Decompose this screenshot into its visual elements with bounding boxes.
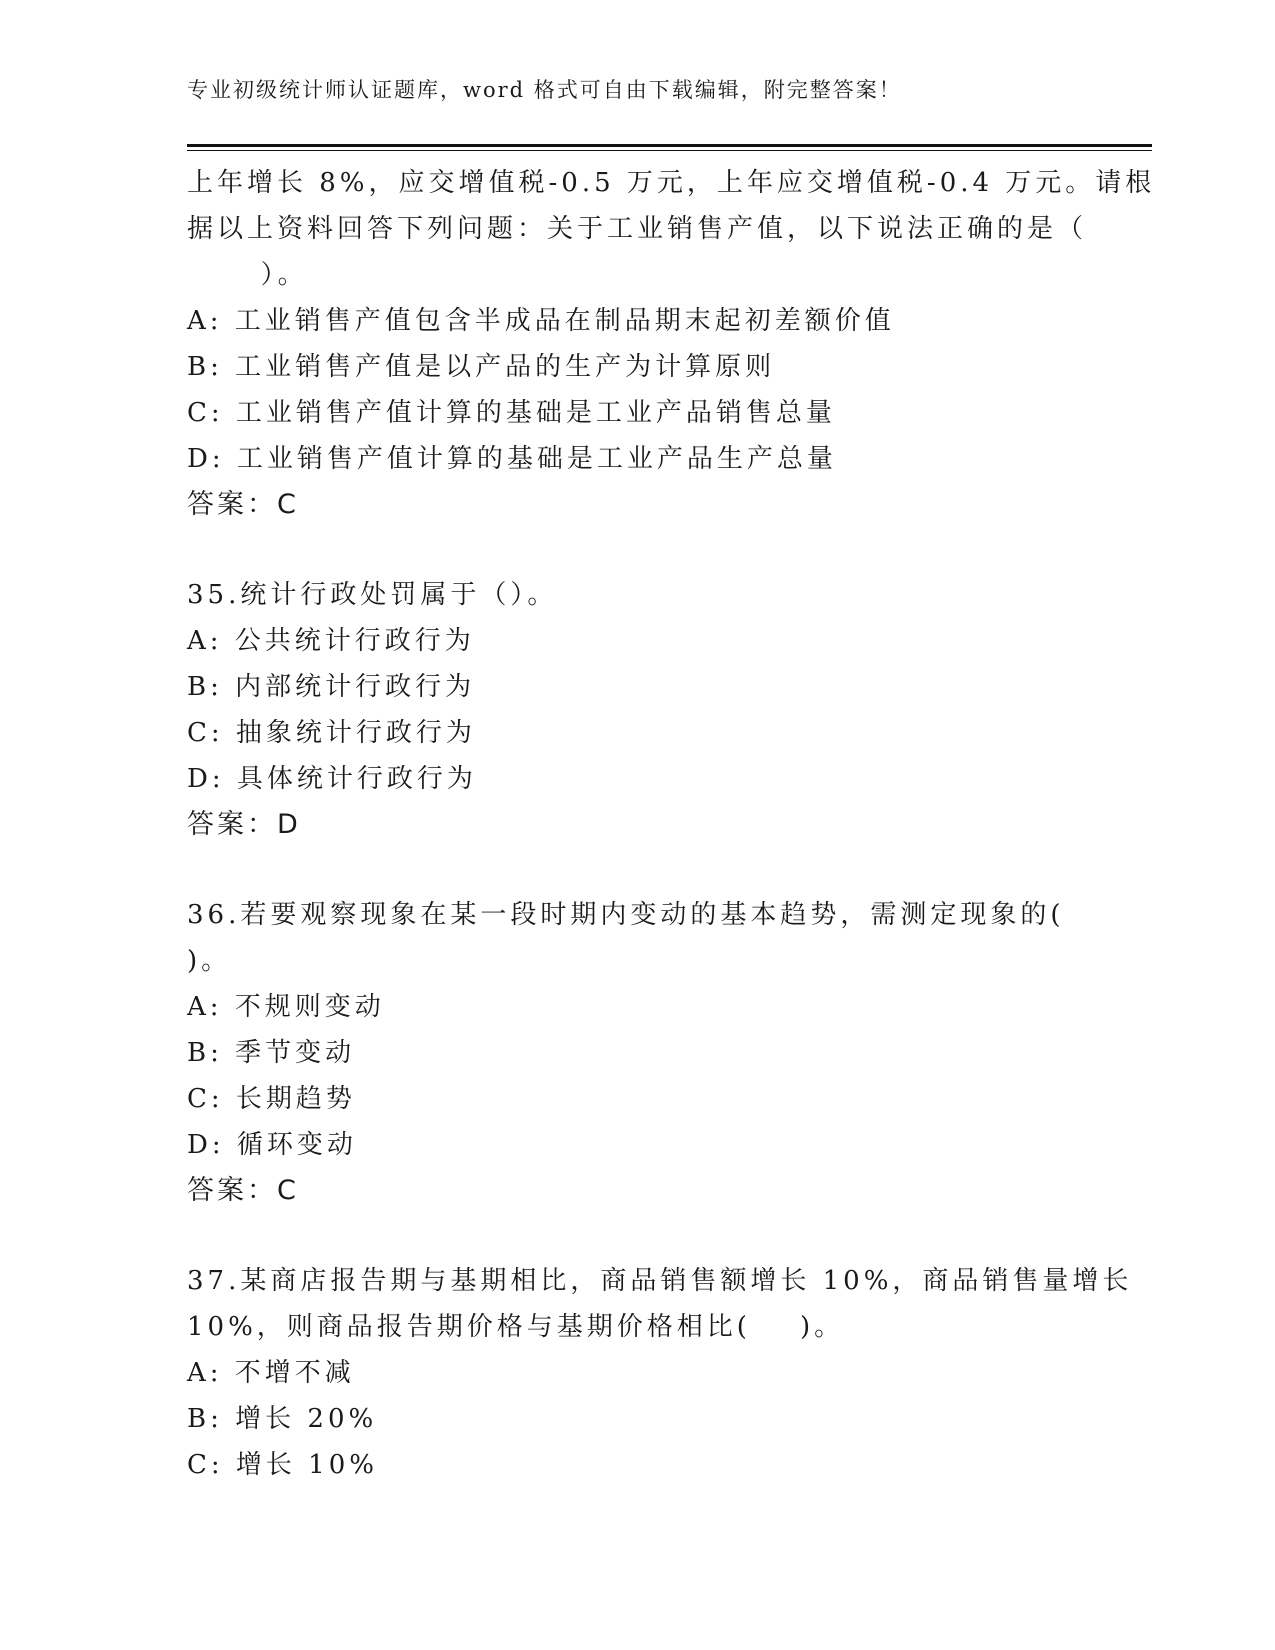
option-d: D: 具体统计行政行为 — [187, 764, 477, 794]
question-stem-line: 据以上资料回答下列问题：关于工业销售产值，以下说法正确的是（ — [187, 214, 1088, 244]
answer-label: 答案：D — [187, 809, 301, 840]
option-b: B: 内部统计行政行为 — [187, 672, 476, 702]
option-a: A: 不增不减 — [187, 1358, 355, 1388]
option-d: D: 循环变动 — [187, 1130, 357, 1160]
answer-label: 答案：C — [187, 1175, 299, 1206]
question-stem-line: 35.统计行政处罚属于（）。 — [187, 580, 558, 610]
question-stem-line: 36.若要观察现象在某一段时期内变动的基本趋势，需测定现象的( — [187, 900, 1065, 930]
question-stem-line: )。 — [187, 946, 232, 976]
question-35 — [187, 572, 1107, 848]
answer-label: 答案：C — [187, 489, 299, 520]
header-rule-thin — [187, 150, 1152, 151]
option-b: B: 工业销售产值是以产品的生产为计算原则 — [187, 352, 776, 382]
option-a: A: 公共统计行政行为 — [187, 626, 475, 656]
question-stem-line: 上年增长 8%，应交增值税-0.5 万元，上年应交增值税-0.4 万元。请根 — [187, 168, 1156, 198]
option-c: C: 抽象统计行政行为 — [187, 718, 476, 748]
option-c: C: 增长 10% — [187, 1450, 378, 1480]
option-a: A: 不规则变动 — [187, 992, 385, 1022]
question-stem-line: 37.某商店报告期与基期相比，商品销售额增长 10%，商品销售量增长 — [187, 1266, 1133, 1296]
question-36 — [187, 892, 1107, 1214]
question-34 — [187, 160, 1156, 528]
page-header: 专业初级统计师认证题库，word 格式可自由下载编辑，附完整答案！ — [187, 78, 902, 102]
option-b: B: 季节变动 — [187, 1038, 356, 1068]
header-rule-thick — [187, 144, 1152, 147]
document-body — [187, 160, 1156, 1488]
option-c: C: 长期趋势 — [187, 1084, 356, 1114]
question-stem-line: ）。 — [187, 260, 308, 290]
option-c: C: 工业销售产值计算的基础是工业产品销售总量 — [187, 398, 836, 428]
option-b: B: 增长 20% — [187, 1404, 378, 1434]
question-37 — [187, 1258, 1133, 1488]
question-stem-line: 10%，则商品报告期价格与基期价格相比( )。 — [187, 1312, 845, 1342]
option-d: D: 工业销售产值计算的基础是工业产品生产总量 — [187, 444, 837, 474]
option-a: A: 工业销售产值包含半成品在制品期末起初差额价值 — [187, 306, 895, 336]
